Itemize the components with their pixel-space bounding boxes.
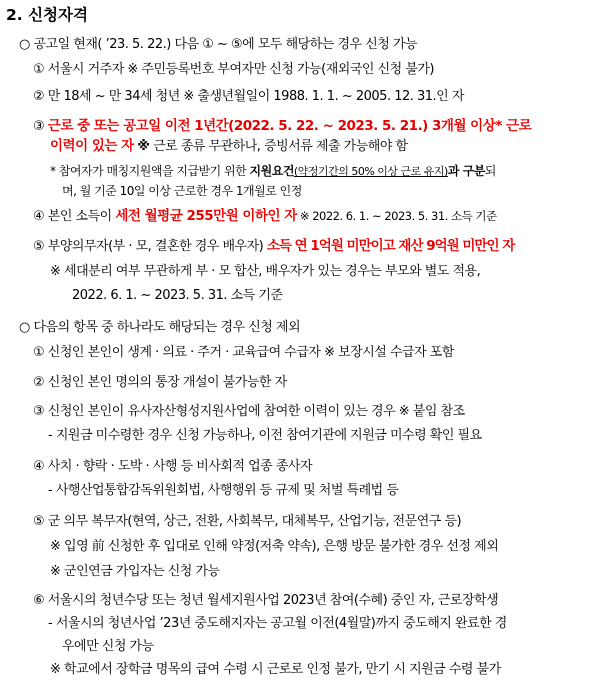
eligibility-item-age: ② 만 18세 ~ 만 34세 청년 ※ 출생년월일이 1988. 1. 1. ~ 2005. 12. 31.인 자: [33, 89, 464, 104]
subnote-end: 되: [484, 164, 496, 178]
section-heading: 2. 신청자격: [6, 6, 88, 24]
exclusion-item-scholarship-note: ※ 학교에서 장학금 명목의 급여 수령 시 근로로 인정 불가, 만기 시 지원금 수령 불가: [50, 662, 501, 677]
exclusion-item-youth-allowance-sub2: 우에만 신청 가능: [62, 639, 154, 654]
exclusion-item-military-note1: ※ 입영 前 신청한 후 입대로 인해 약정(저축 약속), 은행 방문 불가한 경우 선정 제외: [50, 539, 499, 554]
eligibility-item-residence: ① 서울시 거주자 ※ 주민등록번호 부여자만 신청 가능(재외국인 신청 불가): [33, 62, 435, 77]
work-subnote-line2: 며, 월 기준 10일 이상 근로한 경우 1개월로 인정: [62, 184, 302, 198]
exclusion-item-gambling-sub: - 사행산업통합감독위원회법, 사행행위 등 규제 및 처벌 특례법 등: [48, 483, 399, 498]
work-history-requirement: 근로 중 또는 공고일 이전 1년간(2022. 5. 22. ~ 2023. 5. 21.) 3개월 이상* 근로: [47, 118, 532, 134]
exclusion-item-youth-allowance: ⑥ 서울시의 청년수당 또는 청년 월세지원사업 2023년 참여(수혜) 중인 자, 근로장학생: [33, 593, 499, 608]
exclusion-item-similar-program: ③ 신청인 본인이 유사자산형성지원사업에 참여한 이력이 있는 경우 ※ 붙임 참조: [33, 404, 465, 419]
exclusion-item-military-note2: ※ 군인연금 가입자는 신청 가능: [50, 564, 220, 579]
eligibility-condition-title: ○ 공고일 현재( ’23. 5. 22.) 다음 ① ~ ⑤에 모두 해당하는 경우 신청 가능: [19, 37, 418, 52]
income-note: ※ 2022. 6. 1. ~ 2023. 5. 31. 소득 기준: [296, 209, 497, 223]
income-requirement: 세전 월평균 255만원 이하인 자: [115, 208, 297, 224]
exclusion-item-youth-allowance-sub1: - 서울시의 청년사업 ’23년 중도해지자는 공고월 이전(4월말)까지 중도해지 완료한 경: [48, 616, 507, 631]
subnote-text: * 참여자가 매칭지원액을 지급받기 위한: [50, 164, 250, 178]
exclusion-title: ○ 다음의 항목 중 하나라도 해당되는 경우 신청 제외: [19, 320, 301, 335]
work-subnote-line1: [50, 161, 496, 181]
subnote-underline: (약정기간의 50% 이상 근로 유지): [293, 165, 448, 178]
work-history-requirement-cont: 이력이 있는 자: [50, 138, 134, 154]
work-note: 근로 종류 무관하나, 증빙서류 제출 가능해야 함: [149, 139, 408, 154]
income-lead: ④ 본인 소득이: [33, 209, 116, 224]
eligibility-item-guardian: [33, 236, 514, 256]
eligibility-item-work-line2: [50, 136, 408, 156]
note-mark: ※: [137, 139, 150, 154]
guardian-note-line1: ※ 세대분리 여부 무관하게 부 · 모 합산, 배우자가 있는 경우는 부모와 별도 적용,: [50, 264, 481, 279]
guardian-lead: ⑤ 부양의무자(부 · 모, 결혼한 경우 배우자): [33, 239, 267, 254]
exclusion-item-military: ⑤ 군 의무 복무자(현역, 상근, 전환, 사회복무, 대체복무, 산업기능, 전문연구 등): [33, 514, 462, 529]
exclusion-item-gambling: ④ 사치 · 향락 · 도박 · 사행 등 비사회적 업종 종사자: [33, 459, 313, 474]
subnote-bold: 지원요건: [249, 164, 294, 178]
item-marker: ③: [33, 119, 45, 134]
eligibility-item-income: [33, 206, 497, 226]
subnote-bold2: 과 구분: [447, 164, 485, 178]
guardian-requirement: 소득 연 1억원 미만이고 재산 9억원 미만인 자: [266, 238, 515, 254]
eligibility-item-work-line1: [33, 116, 531, 136]
guardian-note-line2: 2022. 6. 1. ~ 2023. 5. 31. 소득 기준: [72, 288, 283, 303]
exclusion-item-bank-account: ② 신청인 본인 명의의 통장 개설이 불가능한 자: [33, 375, 287, 390]
exclusion-item-similar-program-sub: - 지원금 미수령한 경우 신청 가능하나, 이전 참여기관에 지원금 미수령 확인 필요: [48, 428, 482, 443]
exclusion-item-welfare: ① 신청인 본인이 생계 · 의료 · 주거 · 교육급여 수급자 ※ 보장시설 수급자 포함: [33, 345, 454, 360]
